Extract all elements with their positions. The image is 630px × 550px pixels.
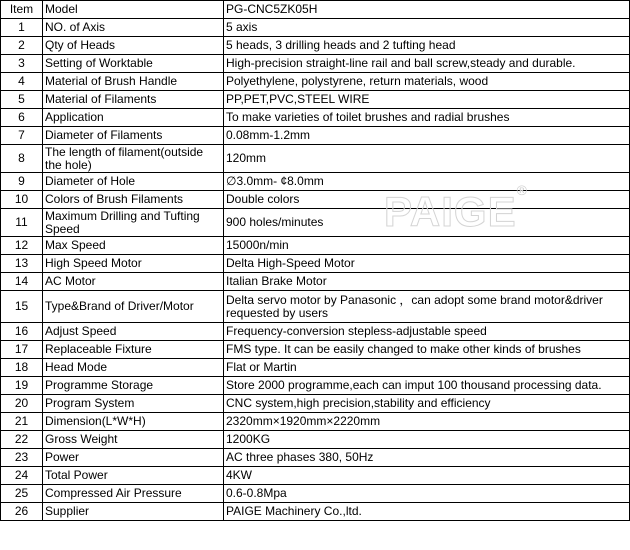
row-parameter-value: PP,PET,PVC,STEEL WIRE <box>224 91 630 109</box>
watermark-text: PAIGE <box>384 188 517 235</box>
row-item-number: 26 <box>1 503 43 521</box>
row-item-number: 4 <box>1 73 43 91</box>
row-item-number: 18 <box>1 359 43 377</box>
row-parameter-value: CNC system,high precision,stability and efficiency <box>224 395 630 413</box>
row-parameter-name: NO. of Axis <box>43 19 224 37</box>
row-parameter-name: Head Mode <box>43 359 224 377</box>
row-item-number: 17 <box>1 341 43 359</box>
row-parameter-value: ∅3.0mm- ¢8.0mm <box>224 173 630 191</box>
row-parameter-name: Diameter of Hole <box>43 173 224 191</box>
row-item-number: 11 <box>1 209 43 237</box>
table-row <box>1 73 630 91</box>
table-row <box>1 449 630 467</box>
row-item-number: 24 <box>1 467 43 485</box>
row-parameter-name: Diameter of Filaments <box>43 127 224 145</box>
row-parameter-value: 0.6-0.8Mpa <box>224 485 630 503</box>
row-item-number: 13 <box>1 255 43 273</box>
row-item-number: 5 <box>1 91 43 109</box>
row-parameter-value: Delta High-Speed Motor <box>224 255 630 273</box>
table-row <box>1 291 630 323</box>
row-parameter-name: The length of filament(outside the hole) <box>43 145 224 173</box>
row-item-number: 25 <box>1 485 43 503</box>
row-item-number: 9 <box>1 173 43 191</box>
table-row <box>1 209 630 237</box>
row-item-number: 23 <box>1 449 43 467</box>
row-item-number: 14 <box>1 273 43 291</box>
row-item-number: 16 <box>1 323 43 341</box>
header-model-value: PG-CNC5ZK05H <box>224 1 630 19</box>
row-parameter-name: Maximum Drilling and Tufting Speed <box>43 209 224 237</box>
row-parameter-value: Double colors <box>224 191 630 209</box>
table-row <box>1 413 630 431</box>
row-parameter-value: Flat or Martin <box>224 359 630 377</box>
row-parameter-value: 120mm <box>224 145 630 173</box>
row-item-number: 10 <box>1 191 43 209</box>
table-row <box>1 323 630 341</box>
table-row <box>1 503 630 521</box>
row-item-number: 21 <box>1 413 43 431</box>
row-item-number: 1 <box>1 19 43 37</box>
table-row <box>1 395 630 413</box>
row-item-number: 2 <box>1 37 43 55</box>
table-row <box>1 91 630 109</box>
row-parameter-value: 5 axis <box>224 19 630 37</box>
table-row <box>1 237 630 255</box>
row-item-number: 8 <box>1 145 43 173</box>
table-row <box>1 37 630 55</box>
table-row <box>1 173 630 191</box>
row-parameter-value: Delta servo motor by Panasonic ，can adopt some brand motor&driver requested by users <box>224 291 630 323</box>
row-parameter-value: High-precision straight-line rail and ball screw,steady and durable. <box>224 55 630 73</box>
row-parameter-value: 15000n/min <box>224 237 630 255</box>
row-parameter-name: Total Power <box>43 467 224 485</box>
table-row <box>1 359 630 377</box>
row-item-number: 19 <box>1 377 43 395</box>
row-parameter-name: Supplier <box>43 503 224 521</box>
row-item-number: 3 <box>1 55 43 73</box>
row-parameter-name: Power <box>43 449 224 467</box>
row-parameter-value: Polyethylene, polystyrene, return materials, wood <box>224 73 630 91</box>
header-item: Item <box>1 1 43 19</box>
row-parameter-name: Qty of Heads <box>43 37 224 55</box>
row-parameter-name: Replaceable Fixture <box>43 341 224 359</box>
row-parameter-name: Program System <box>43 395 224 413</box>
row-item-number: 15 <box>1 291 43 323</box>
row-parameter-name: AC Motor <box>43 273 224 291</box>
table-header-row <box>1 1 630 19</box>
registered-mark: ® <box>516 182 528 198</box>
row-item-number: 7 <box>1 127 43 145</box>
row-parameter-name: Compressed Air Pressure <box>43 485 224 503</box>
row-parameter-name: Type&Brand of Driver/Motor <box>43 291 224 323</box>
row-parameter-value: Store 2000 programme,each can imput 100 thousand processing data. <box>224 377 630 395</box>
table-row <box>1 145 630 173</box>
row-parameter-value: To make varieties of toilet brushes and radial brushes <box>224 109 630 127</box>
row-parameter-value: 1200KG <box>224 431 630 449</box>
table-row <box>1 127 630 145</box>
table-row <box>1 191 630 209</box>
table-row <box>1 485 630 503</box>
row-parameter-name: Max Speed <box>43 237 224 255</box>
row-parameter-name: Material of Brush Handle <box>43 73 224 91</box>
row-parameter-name: Colors of Brush Filaments <box>43 191 224 209</box>
table-row <box>1 109 630 127</box>
row-item-number: 6 <box>1 109 43 127</box>
row-item-number: 22 <box>1 431 43 449</box>
table-row <box>1 273 630 291</box>
row-item-number: 20 <box>1 395 43 413</box>
row-parameter-name: Setting of Worktable <box>43 55 224 73</box>
row-parameter-name: Material of Filaments <box>43 91 224 109</box>
row-parameter-name: Application <box>43 109 224 127</box>
table-row <box>1 467 630 485</box>
row-parameter-value: 4KW <box>224 467 630 485</box>
table-row <box>1 377 630 395</box>
row-item-number: 12 <box>1 237 43 255</box>
row-parameter-value: Frequency-conversion stepless-adjustable speed <box>224 323 630 341</box>
row-parameter-value: 0.08mm-1.2mm <box>224 127 630 145</box>
row-parameter-name: Gross Weight <box>43 431 224 449</box>
row-parameter-value: 900 holes/minutes <box>224 209 630 237</box>
table-row <box>1 431 630 449</box>
row-parameter-name: Programme Storage <box>43 377 224 395</box>
table-row <box>1 341 630 359</box>
row-parameter-value: 5 heads, 3 drilling heads and 2 tufting head <box>224 37 630 55</box>
table-row <box>1 55 630 73</box>
row-parameter-value: Italian Brake Motor <box>224 273 630 291</box>
row-parameter-name: Dimension(L*W*H) <box>43 413 224 431</box>
row-parameter-value: PAIGE Machinery Co.,ltd. <box>224 503 630 521</box>
row-parameter-value: AC three phases 380, 50Hz <box>224 449 630 467</box>
table-row <box>1 255 630 273</box>
header-model-label: Model <box>43 1 224 19</box>
row-parameter-value: 2320mm×1920mm×2220mm <box>224 413 630 431</box>
row-parameter-value: FMS type. It can be easily changed to make other kinds of brushes <box>224 341 630 359</box>
table-row <box>1 19 630 37</box>
row-parameter-name: Adjust Speed <box>43 323 224 341</box>
row-parameter-name: High Speed Motor <box>43 255 224 273</box>
